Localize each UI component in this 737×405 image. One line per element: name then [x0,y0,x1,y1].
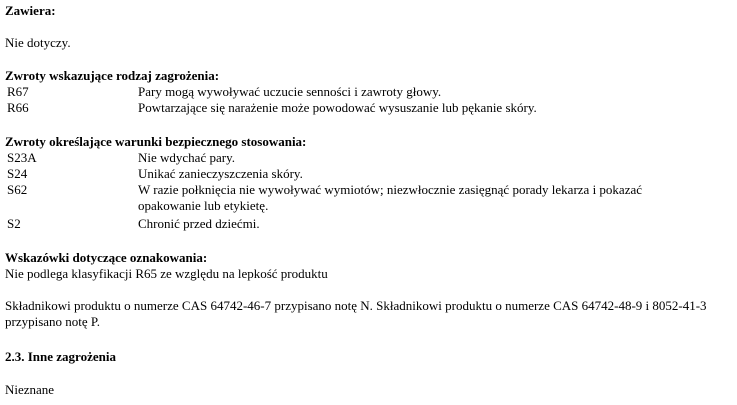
r-phrases-heading: Zwroty wskazujące rodzaj zagrożenia: [5,68,220,83]
s-phrase-text: Unikać zanieczyszczenia skóry. [138,166,303,181]
section-heading: 2.3. Inne zagrożenia [5,349,116,364]
labeling-heading: Wskazówki dotyczące oznakowania: [5,250,208,265]
section-text: Nieznane [5,382,55,397]
contains-text: Nie dotyczy. [5,35,71,50]
s-phrases-heading: Zwroty określające warunki bezpiecznego stosowania: [5,134,307,149]
r-phrase-row [7,84,727,100]
s-phrase-row [7,182,727,214]
r-phrase-text: Powtarzające się narażenie może powodować wysuszanie lub pękanie skóry. [138,100,537,115]
cas-note: Składnikowi produktu o numerze CAS 64742-46-7 przypisano notę N. Składnikowi produktu o numerze CAS 64742-48-9 i 8052-41-3 przypisano notę P. [5,298,707,329]
labeling-text: Nie podlega klasyfikacji R65 ze względu na lepkość produktu [5,266,328,281]
contains-heading: Zawiera: [5,3,56,18]
r-phrase-code: R66 [7,100,29,115]
s-phrase-text: Nie wdychać pary. [138,150,235,165]
s-phrase-row [7,216,727,232]
r-phrase-row [7,100,727,116]
s-phrase-code: S2 [7,216,21,231]
s-phrase-row [7,166,727,182]
s-phrase-code: S24 [7,166,28,181]
s-phrase-row [7,150,727,166]
r-phrase-text: Pary mogą wywoływać uczucie senności i zawroty głowy. [138,84,442,99]
s-phrase-text: Chronić przed dziećmi. [138,216,260,231]
s-phrase-text: W razie połknięcia nie wywoływać wymiotów; niezwłocznie zasięgnąć porady lekarza i pokazać opakowanie lub etykietę. [138,182,643,213]
s-phrase-code: S23A [7,150,37,165]
r-phrase-code: R67 [7,84,29,99]
s-phrase-code: S62 [7,182,28,197]
